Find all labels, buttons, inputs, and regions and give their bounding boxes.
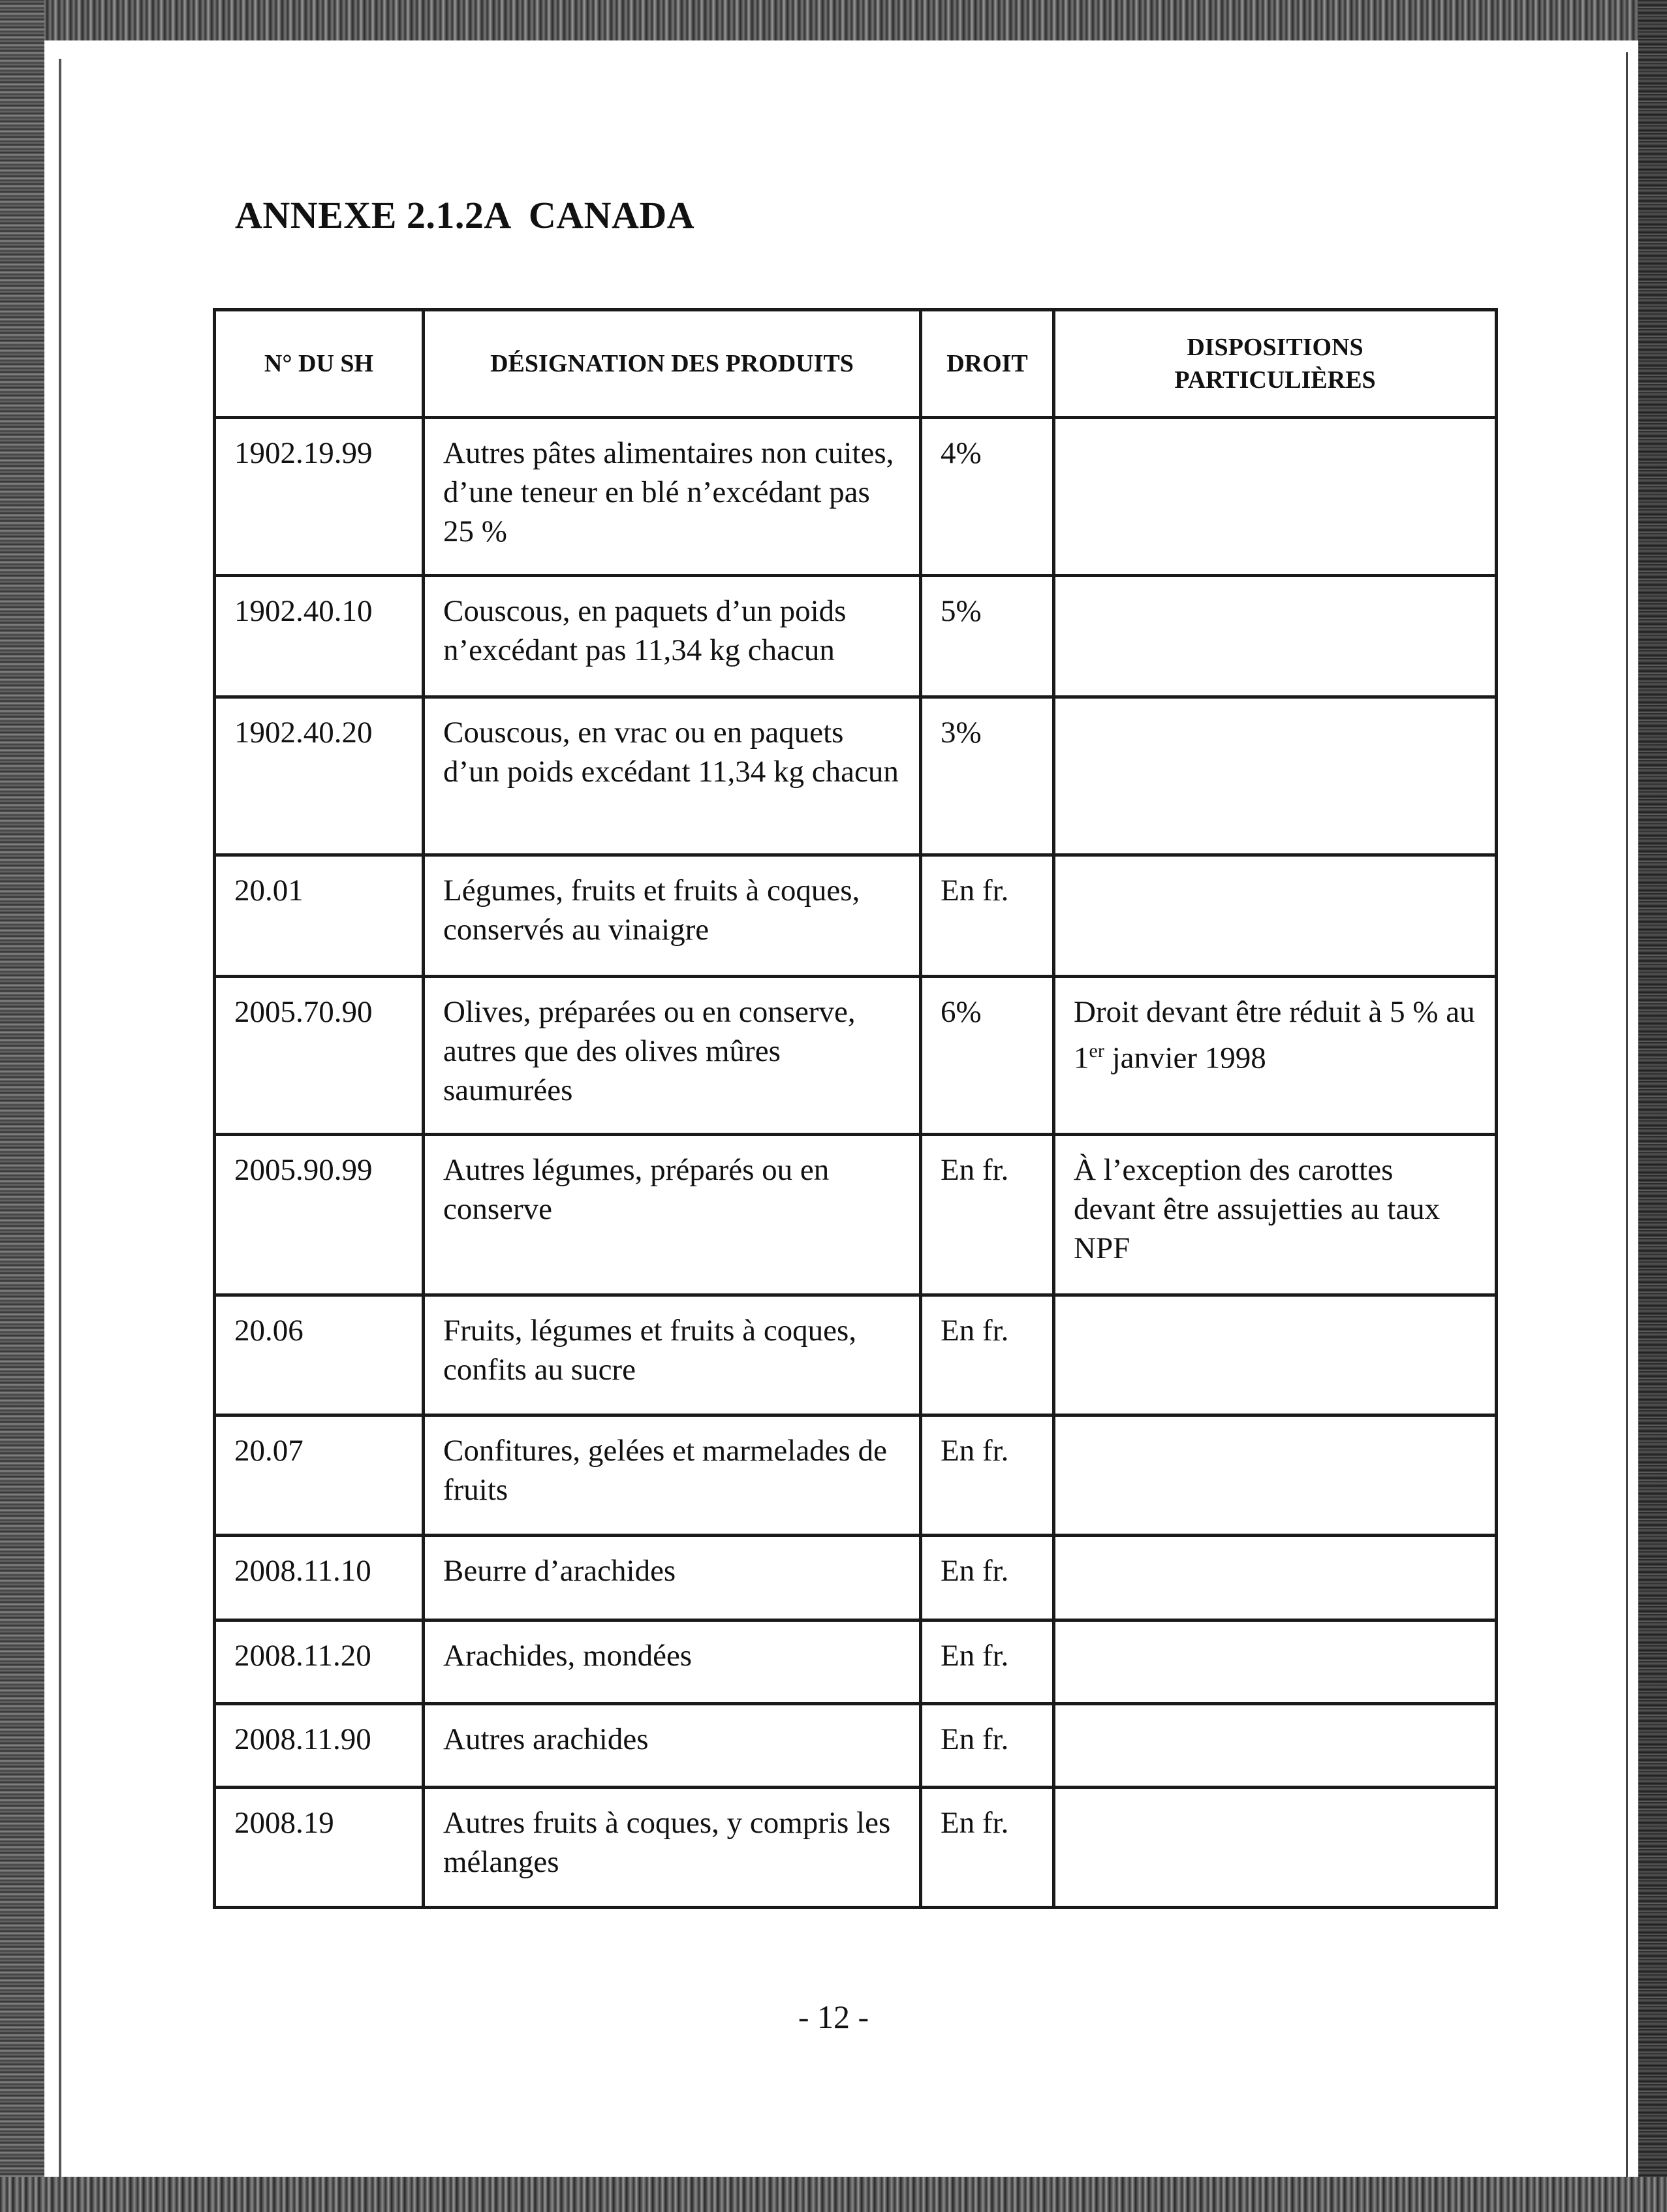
cell-sh: 1902.19.99 xyxy=(215,418,424,576)
cell-droit: En fr. xyxy=(921,1704,1054,1788)
cell-sh: 2008.11.90 xyxy=(215,1704,424,1788)
cell-designation: Autres arachides xyxy=(424,1704,921,1788)
tariff-table xyxy=(213,308,1498,1909)
cell-dispositions xyxy=(1054,1415,1497,1536)
table-row xyxy=(215,1536,1497,1620)
header-sh: N° DU SH xyxy=(215,310,424,418)
cell-sh: 2008.11.10 xyxy=(215,1536,424,1620)
table-row xyxy=(215,1295,1497,1415)
cell-droit: En fr. xyxy=(921,1295,1054,1415)
table-row xyxy=(215,576,1497,697)
scan-border-bottom xyxy=(0,2177,1667,2212)
header-droit: DROIT xyxy=(921,310,1054,418)
cell-dispositions xyxy=(1054,1536,1497,1620)
cell-designation: Confitures, gelées et marmelades de fruits xyxy=(424,1415,921,1536)
cell-dispositions xyxy=(1054,418,1497,576)
table-row xyxy=(215,1415,1497,1536)
cell-designation: Légumes, fruits et fruits à coques, conservés au vinaigre xyxy=(424,855,921,977)
cell-sh: 20.01 xyxy=(215,855,424,977)
scan-border-right xyxy=(1638,0,1667,2212)
page-number: - 12 - xyxy=(798,1999,869,2035)
cell-designation: Beurre d’arachides xyxy=(424,1536,921,1620)
table-row xyxy=(215,418,1497,576)
cell-dispositions: À l’exception des carottes devant être assujetties au taux NPF xyxy=(1054,1135,1497,1295)
scan-border-left xyxy=(0,0,44,2212)
cell-designation: Couscous, en paquets d’un poids n’excédant pas 11,34 kg chacun xyxy=(424,576,921,697)
cell-dispositions xyxy=(1054,576,1497,697)
table-row xyxy=(215,1704,1497,1788)
table-row xyxy=(215,855,1497,977)
table-header-row xyxy=(215,310,1497,418)
table-row xyxy=(215,1788,1497,1908)
cell-droit: En fr. xyxy=(921,1135,1054,1295)
cell-droit: En fr. xyxy=(921,1788,1054,1908)
cell-designation: Fruits, légumes et fruits à coques, confits au sucre xyxy=(424,1295,921,1415)
cell-droit: En fr. xyxy=(921,855,1054,977)
cell-dispositions xyxy=(1054,855,1497,977)
annex-label: ANNEXE 2.1.2A xyxy=(235,194,512,236)
cell-designation: Autres pâtes alimentaires non cuites, d’une teneur en blé n’excédant pas 25 % xyxy=(424,418,921,576)
cell-designation: Arachides, mondées xyxy=(424,1620,921,1704)
scan-border-top xyxy=(0,0,1667,40)
cell-designation: Autres fruits à coques, y compris les mélanges xyxy=(424,1788,921,1908)
table-body xyxy=(215,418,1497,1908)
cell-dispositions xyxy=(1054,1788,1497,1908)
cell-droit: En fr. xyxy=(921,1620,1054,1704)
table-row xyxy=(215,697,1497,855)
cell-droit: 4% xyxy=(921,418,1054,576)
scan-edge-line-right xyxy=(1626,52,1628,2181)
table-row xyxy=(215,1620,1497,1704)
cell-designation: Autres légumes, préparés ou en conserve xyxy=(424,1135,921,1295)
table-row xyxy=(215,977,1497,1135)
cell-sh: 2005.90.99 xyxy=(215,1135,424,1295)
cell-droit: En fr. xyxy=(921,1536,1054,1620)
cell-sh: 2005.70.90 xyxy=(215,977,424,1135)
cell-sh: 1902.40.10 xyxy=(215,576,424,697)
cell-droit: 6% xyxy=(921,977,1054,1135)
cell-dispositions xyxy=(1054,1295,1497,1415)
header-designation: DÉSIGNATION DES PRODUITS xyxy=(424,310,921,418)
cell-sh: 1902.40.20 xyxy=(215,697,424,855)
cell-droit: 3% xyxy=(921,697,1054,855)
cell-droit: 5% xyxy=(921,576,1054,697)
cell-sh: 2008.19 xyxy=(215,1788,424,1908)
cell-sh: 2008.11.20 xyxy=(215,1620,424,1704)
cell-droit: En fr. xyxy=(921,1415,1054,1536)
cell-designation: Couscous, en vrac ou en paquets d’un poids excédant 11,34 kg chacun xyxy=(424,697,921,855)
header-dispositions: DISPOSITIONS PARTICULIÈRES xyxy=(1054,310,1497,418)
cell-designation: Olives, préparées ou en conserve, autres que des olives mûres saumurées xyxy=(424,977,921,1135)
country-label: CANADA xyxy=(528,194,695,236)
cell-dispositions xyxy=(1054,1704,1497,1788)
cell-sh: 20.07 xyxy=(215,1415,424,1536)
scan-edge-line-left xyxy=(59,59,61,2181)
table-row xyxy=(215,1135,1497,1295)
cell-sh: 20.06 xyxy=(215,1295,424,1415)
cell-dispositions: Droit devant être réduit à 5 % au 1er janvier 1998 xyxy=(1054,977,1497,1135)
cell-dispositions xyxy=(1054,1620,1497,1704)
cell-dispositions xyxy=(1054,697,1497,855)
page-heading xyxy=(235,193,694,237)
